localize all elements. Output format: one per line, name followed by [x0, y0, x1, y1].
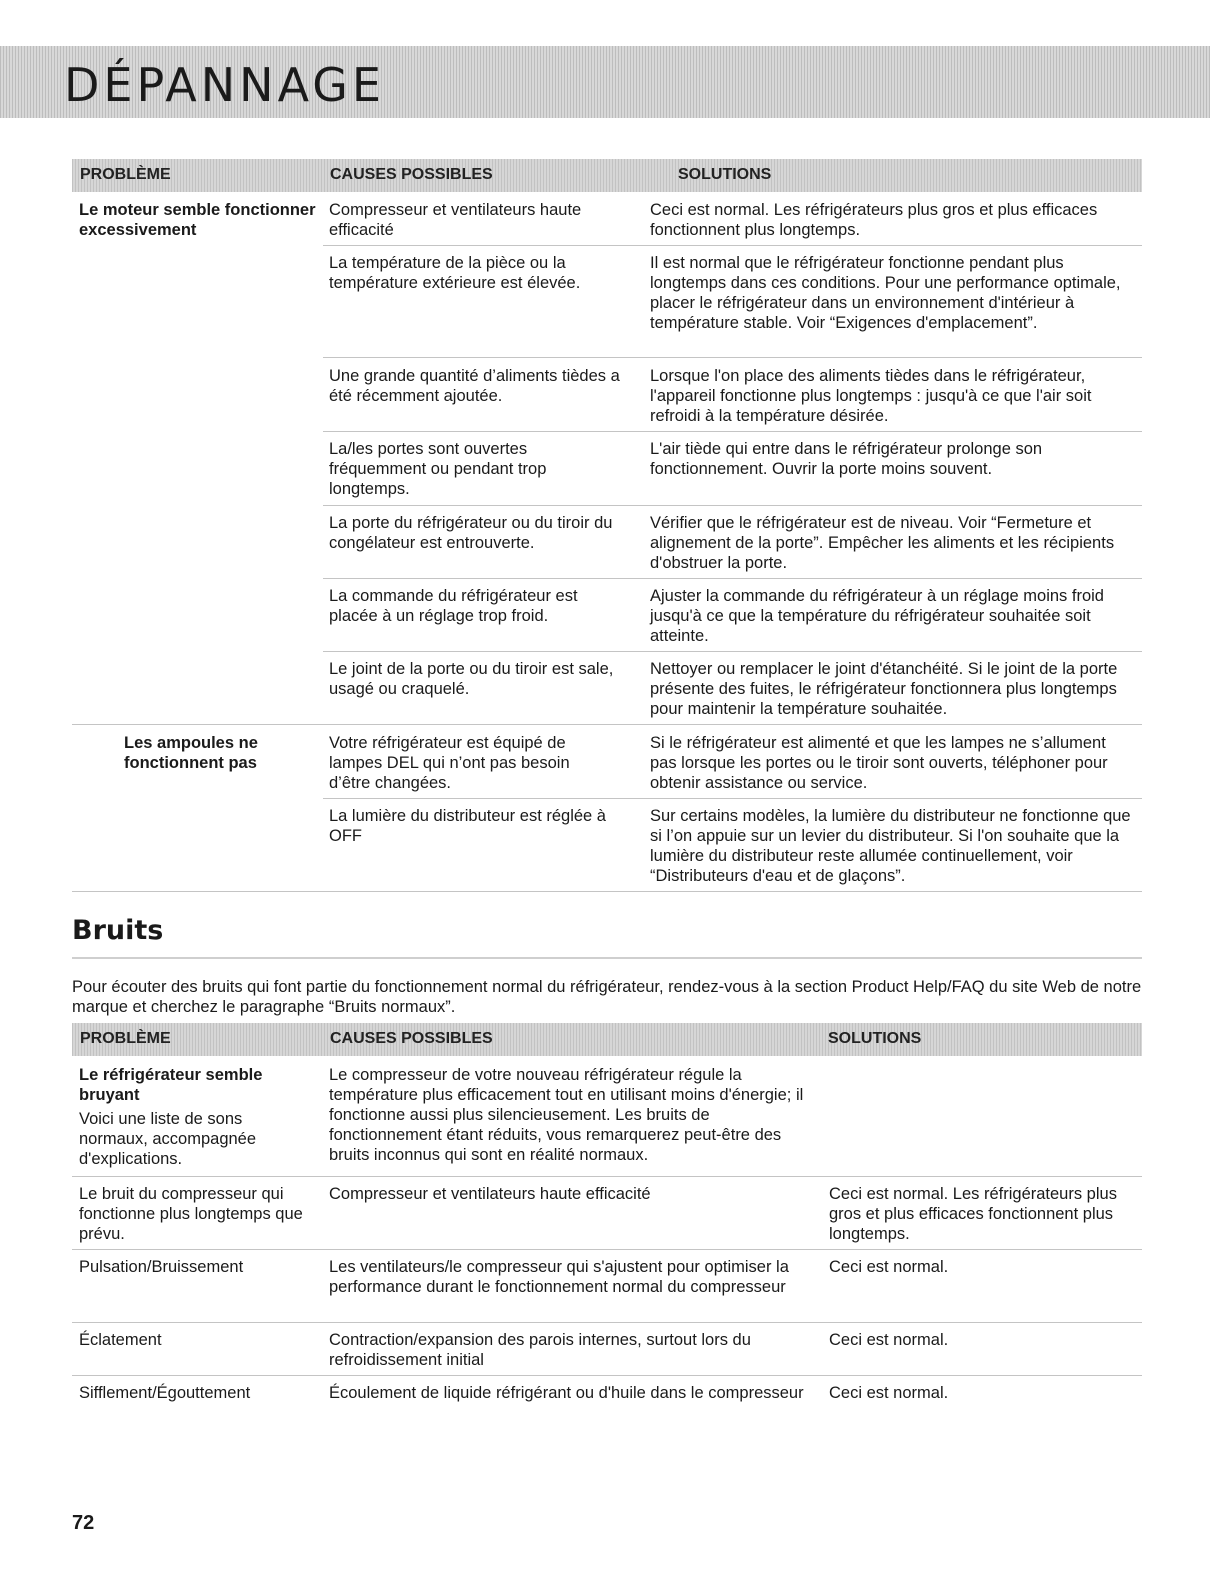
row-divider: [323, 357, 1142, 358]
header-probleme: PROBLÈME: [80, 166, 171, 183]
problem-divider: [72, 724, 1142, 725]
noise-problem: Éclatement: [79, 1331, 162, 1349]
cause-text: Compresseur et ventilateurs haute efficacité: [329, 201, 582, 239]
problem-subtitle: Voici une liste de sons normaux, accompagnée d'explications.: [79, 1110, 257, 1168]
solution-text: Ceci est normal.: [829, 1331, 949, 1349]
cause-text: Le compresseur de votre nouveau réfrigérateur régule la température plus efficacement tout en utilisant moins d'énergie; il fonctionne aussi plus silencieusement. Les bruits de fonctionnement étant réduits, vous remarquerez peut-être des bruits inconnus qui sont en réalité normaux.: [329, 1066, 804, 1164]
solution-text: Ajuster la commande du réfrigérateur à un réglage moins froid jusqu'à ce que la température du réfrigérateur souhaitée soit atteinte.: [650, 587, 1104, 645]
problem-title: Le moteur semble fonctionner excessivement: [79, 201, 316, 239]
solution-text: Si le réfrigérateur est alimenté et que les lampes ne s’allument pas lorsque les portes ou le tiroir sont ouverts, téléphoner pour obtenir assistance ou service.: [650, 734, 1108, 792]
row-divider: [72, 1249, 1142, 1250]
header-probleme: PROBLÈME: [80, 1030, 171, 1047]
problem-title: Les ampoules ne fonctionnent pas: [124, 734, 258, 772]
row-divider: [323, 431, 1142, 432]
noise-problem: Le bruit du compresseur qui fonctionne plus longtemps que prévu.: [79, 1185, 303, 1243]
noise-problem: Pulsation/Bruissement: [79, 1258, 244, 1276]
page-title: DÉPANNAGE: [64, 58, 385, 112]
cause-text: Votre réfrigérateur est équipé de lampes DEL qui n’ont pas besoin d’être changées.: [329, 734, 570, 792]
cause-text: Compresseur et ventilateurs haute efficacité: [329, 1185, 651, 1203]
header-solutions: SOLUTIONS: [678, 166, 772, 183]
cause-text: Écoulement de liquide réfrigérant ou d'huile dans le compresseur: [329, 1384, 804, 1402]
solution-text: Lorsque l'on place des aliments tièdes dans le réfrigérateur, l'appareil fonctionne plus longtemps : jusqu'à ce que l'air soit refroidi à la température désirée.: [650, 367, 1092, 425]
solution-text: Ceci est normal.: [829, 1384, 949, 1402]
solution-text: Il est normal que le réfrigérateur fonctionne pendant plus longtemps dans ces conditions. Pour une performance optimale, placer le réfrigérateur dans un environnement d'intérieur à température stable. Voir “Exigences d'emplacement”.: [650, 254, 1121, 332]
solution-text: Ceci est normal. Les réfrigérateurs plus gros et plus efficaces fonctionnent plus longtemps.: [650, 201, 1098, 239]
table1-header: [72, 159, 1142, 192]
row-divider: [323, 651, 1142, 652]
section-rule: [72, 957, 1142, 959]
header-causes: CAUSES POSSIBLES: [330, 1030, 493, 1047]
section-title: Bruits: [72, 915, 164, 946]
problem-title: Le réfrigérateur semble bruyant: [79, 1066, 263, 1104]
cause-text: La/les portes sont ouvertes fréquemment ou pendant trop longtemps.: [329, 440, 547, 498]
table-end-rule: [72, 891, 1142, 892]
section-intro: Pour écouter des bruits qui font partie du fonctionnement normal du réfrigérateur, rendez-vous à la section Product Help/FAQ du site Web de notre marque et cherchez le paragraphe “Bruits normaux”.: [72, 978, 1142, 1016]
noise-problem: Sifflement/Égouttement: [79, 1384, 251, 1402]
row-divider: [323, 798, 1142, 799]
cause-text: Une grande quantité d’aliments tièdes a été récemment ajoutée.: [329, 367, 620, 405]
cause-text: La lumière du distributeur est réglée à OFF: [329, 807, 606, 845]
row-divider: [72, 1322, 1142, 1323]
solution-text: Ceci est normal. Les réfrigérateurs plus gros et plus efficaces fonctionnent plus longtemps.: [829, 1185, 1117, 1243]
cause-text: Les ventilateurs/le compresseur qui s'ajustent pour optimiser la performance durant le fonctionnement normal du compresseur: [329, 1258, 789, 1296]
solution-text: Vérifier que le réfrigérateur est de niveau. Voir “Fermeture et alignement de la porte”. Empêcher les aliments et les récipients d'obstruer la porte.: [650, 514, 1115, 572]
solution-text: Ceci est normal.: [829, 1258, 949, 1276]
row-divider: [323, 505, 1142, 506]
row-divider: [72, 1176, 1142, 1177]
page-number: 72: [72, 1512, 95, 1534]
solution-text: Nettoyer ou remplacer le joint d'étanchéité. Si le joint de la porte présente des fuites, le réfrigérateur fonctionnera plus longtemps pour maintenir la température souhaitée.: [650, 660, 1118, 718]
header-solutions: SOLUTIONS: [828, 1030, 922, 1047]
header-causes: CAUSES POSSIBLES: [330, 166, 493, 183]
row-divider: [323, 578, 1142, 579]
row-divider: [323, 245, 1142, 246]
cause-text: La température de la pièce ou la température extérieure est élevée.: [329, 254, 581, 292]
cause-text: Contraction/expansion des parois internes, surtout lors du refroidissement initial: [329, 1331, 751, 1369]
cause-text: Le joint de la porte ou du tiroir est sale, usagé ou craquelé.: [329, 660, 614, 698]
solution-text: Sur certains modèles, la lumière du distributeur ne fonctionne que si l’on appuie sur un levier du distributeur. Si l'on souhaite que la lumière du distributeur reste allumée continuellement, voir “Distributeurs d'eau et de glaçons”.: [650, 807, 1131, 885]
cause-text: La commande du réfrigérateur est placée à un réglage trop froid.: [329, 587, 578, 625]
row-divider: [72, 1375, 1142, 1376]
table2-header: [72, 1023, 1142, 1056]
cause-text: La porte du réfrigérateur ou du tiroir du congélateur est entrouverte.: [329, 514, 613, 552]
solution-text: L'air tiède qui entre dans le réfrigérateur prolonge son fonctionnement. Ouvrir la porte moins souvent.: [650, 440, 1043, 478]
